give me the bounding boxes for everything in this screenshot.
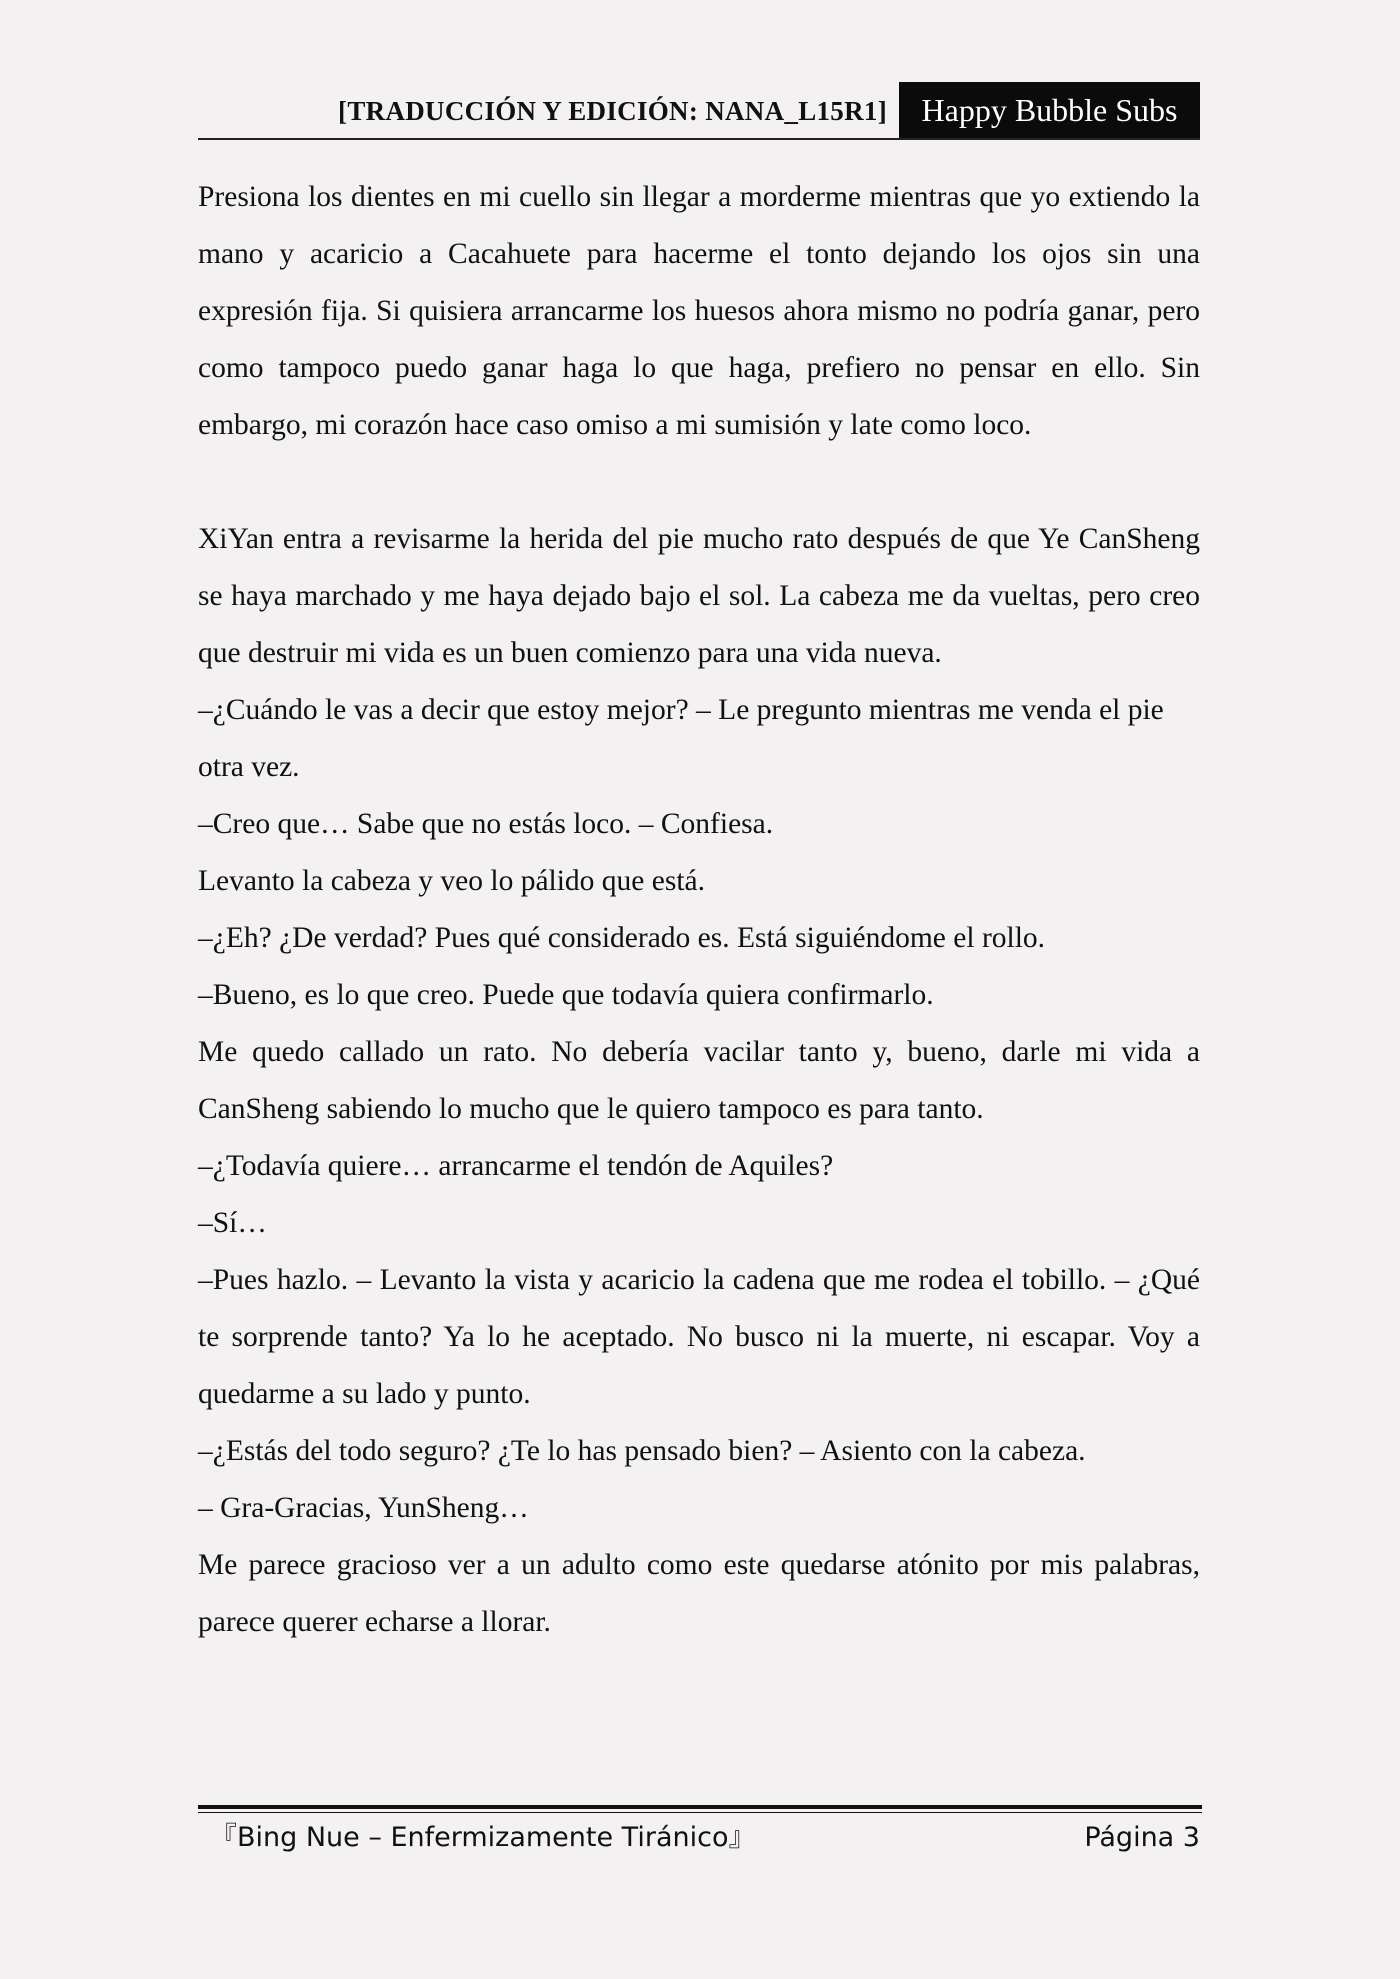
dialogue-line: –¿Estás del todo seguro? ¿Te lo has pensado bien? – Asiento con la cabeza. (198, 1435, 1086, 1467)
page-header (198, 82, 1200, 140)
group-brand-label: Happy Bubble Subs (899, 82, 1200, 138)
paragraph: Presiona los dientes en mi cuello sin llegar a morderme mientras que yo extiendo la mano y acaricio a Cacahuete para hacerme el tonto dejando los ojos sin una expresión fija. Si quisiera arrancarme los huesos ahora mismo no podría ganar, pero como tampoco puedo ganar haga lo que haga, prefiero no pensar en ello. Sin embargo, mi corazón hace caso omiso a mi sumisión y late como loco. (198, 181, 1200, 441)
dialogue-line: – Gra-Gracias, YunSheng… (198, 1492, 529, 1524)
dialogue-line: –Pues hazlo. – Levanto la vista y acaricio la cadena que me rodea el tobillo. – ¿Qué te sorprende tanto? Ya lo he aceptado. No busco ni la muerte, ni escapar. Voy a quedarme a su lado y punto. (198, 1264, 1200, 1410)
paragraph: XiYan entra a revisarme la herida del pie mucho rato después de que Ye CanSheng se haya marchado y me haya dejado bajo el sol. La cabeza me da vueltas, pero creo que destruir mi vida es un buen comienzo para una vida nueva. (198, 523, 1200, 669)
dialogue-line: –Sí… (198, 1207, 267, 1239)
footer-book-title: 『Bing Nue – Enfermizamente Tiránico』 (210, 1822, 756, 1853)
footer-divider-thin (198, 1812, 1202, 1813)
body-text (198, 169, 1200, 1651)
dialogue-line: –¿Todavía quiere… arrancarme el tendón de Aquiles? (198, 1150, 834, 1182)
dialogue-line: –¿Cuándo le vas a decir que estoy mejor? – Le pregunto mientras me venda el pie otra vez. (198, 694, 1164, 783)
paragraph: Me parece gracioso ver a un adulto como este quedarse atónito por mis palabras, parece querer echarse a llorar. (198, 1549, 1200, 1638)
translation-credit: [TRADUCCIÓN Y EDICIÓN: NANA_L15R1] (338, 96, 887, 126)
paragraph: Levanto la cabeza y veo lo pálido que está. (198, 865, 706, 897)
footer-divider (198, 1805, 1202, 1809)
dialogue-line: –Creo que… Sabe que no estás loco. – Confiesa. (198, 808, 774, 840)
dialogue-line: –¿Eh? ¿De verdad? Pues qué considerado es. Está siguiéndome el rollo. (198, 922, 1046, 954)
paragraph-spacer (198, 454, 1200, 511)
dialogue-line: –Bueno, es lo que creo. Puede que todavía quiera confirmarlo. (198, 979, 934, 1011)
footer-page-number: Página 3 (1084, 1822, 1200, 1853)
paragraph: Me quedo callado un rato. No debería vacilar tanto y, bueno, darle mi vida a CanSheng sabiendo lo mucho que le quiero tampoco es para tanto. (198, 1036, 1200, 1125)
